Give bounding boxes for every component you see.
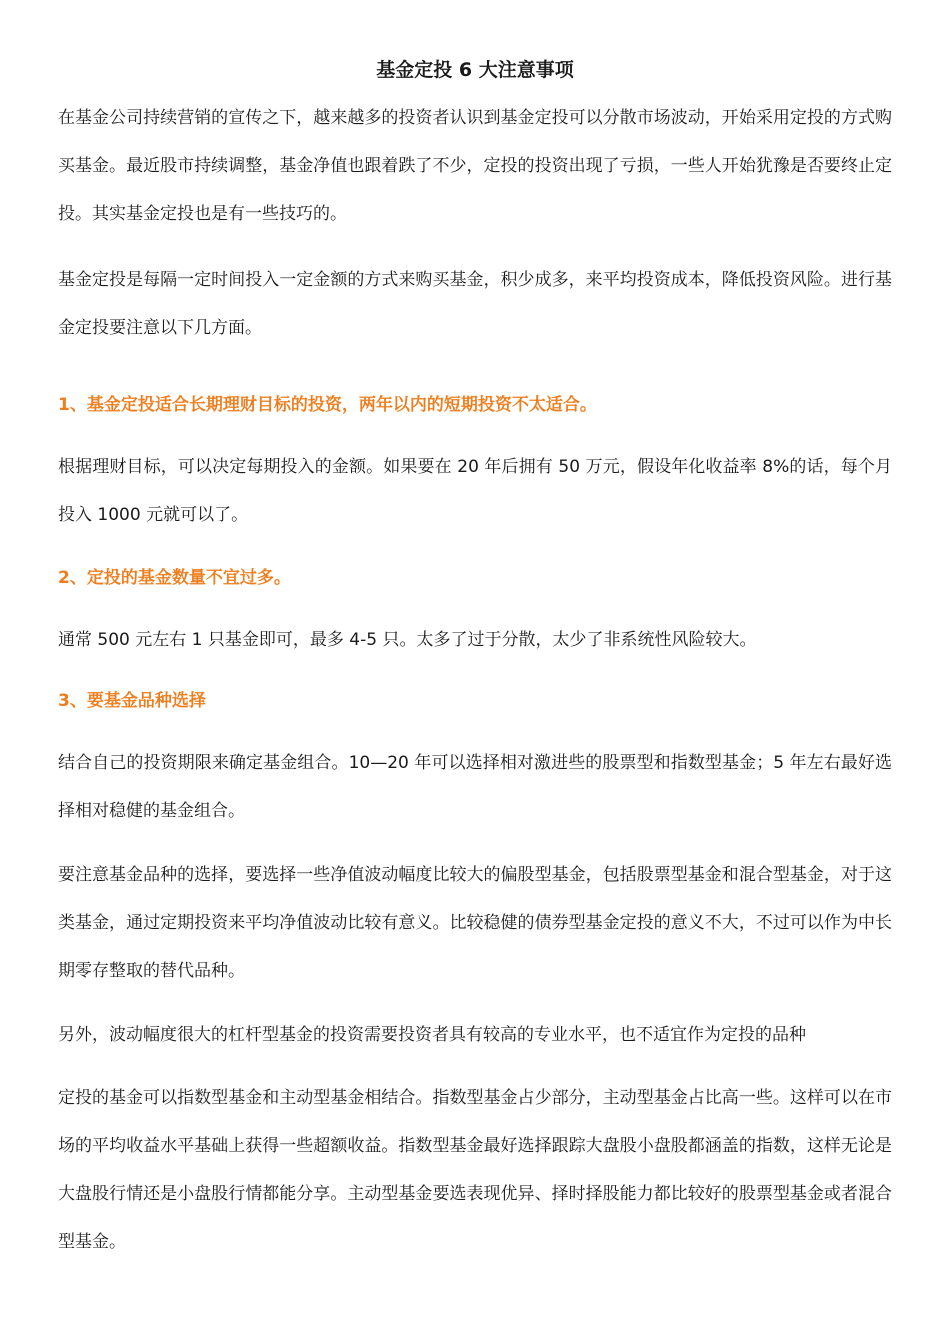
intro-paragraph-2: 基金定投是每隔一定时间投入一定金额的方式来购买基金，积少成多，来平均投资成本，降低投资风险。进行基金定投要注意以下几方面。 xyxy=(58,270,892,338)
document-title: 基金定投 6 大注意事项 xyxy=(376,59,574,81)
section-3-body-2: 要注意基金品种的选择，要选择一些净值波动幅度比较大的偏股型基金，包括股票型基金和混合型基金，对于这类基金，通过定期投资来平均净值波动比较有意义。比较稳健的债券型基金定投的意义不大，不过可以作为中长期零存整取的替代品种。 xyxy=(58,865,892,981)
intro-paragraph-1: 在基金公司持续营销的宣传之下，越来越多的投资者认识到基金定投可以分散市场波动，开始采用定投的方式购买基金。最近股市持续调整，基金净值也跟着跌了不少，定投的投资出现了亏损，一些人开始犹豫是否要终止定投。其实基金定投也是有一些技巧的。 xyxy=(58,108,892,224)
section-3-body-3: 另外，波动幅度很大的杠杆型基金的投资需要投资者具有较高的专业水平，也不适宜作为定投的品种 xyxy=(58,1025,806,1045)
section-1-heading: 1、基金定投适合长期理财目标的投资，两年以内的短期投资不太适合。 xyxy=(58,395,597,415)
section-3-body-4: 定投的基金可以指数型基金和主动型基金相结合。指数型基金占少部分，主动型基金占比高一些。这样可以在市场的平均收益水平基础上获得一些超额收益。指数型基金最好选择跟踪大盘股小盘股都涵盖的指数，这样无论是大盘股行情还是小盘股行情都能分享。主动型基金要选表现优异、择时择股能力都比较好的股票型基金或者混合型基金。 xyxy=(58,1088,892,1252)
section-1-body: 根据理财目标，可以决定每期投入的金额。如果要在 20 年后拥有 50 万元，假设年化收益率 8%的话，每个月投入 1000 元就可以了。 xyxy=(58,457,892,525)
section-2-body: 通常 500 元左右 1 只基金即可，最多 4-5 只。太多了过于分散，太少了非系统性风险较大。 xyxy=(58,630,757,650)
section-3-heading: 3、要基金品种选择 xyxy=(58,691,206,711)
section-3-body-1: 结合自己的投资期限来确定基金组合。10—20 年可以选择相对激进些的股票型和指数型基金；5 年左右最好选择相对稳健的基金组合。 xyxy=(58,753,892,821)
section-2-heading: 2、定投的基金数量不宜过多。 xyxy=(58,568,291,588)
